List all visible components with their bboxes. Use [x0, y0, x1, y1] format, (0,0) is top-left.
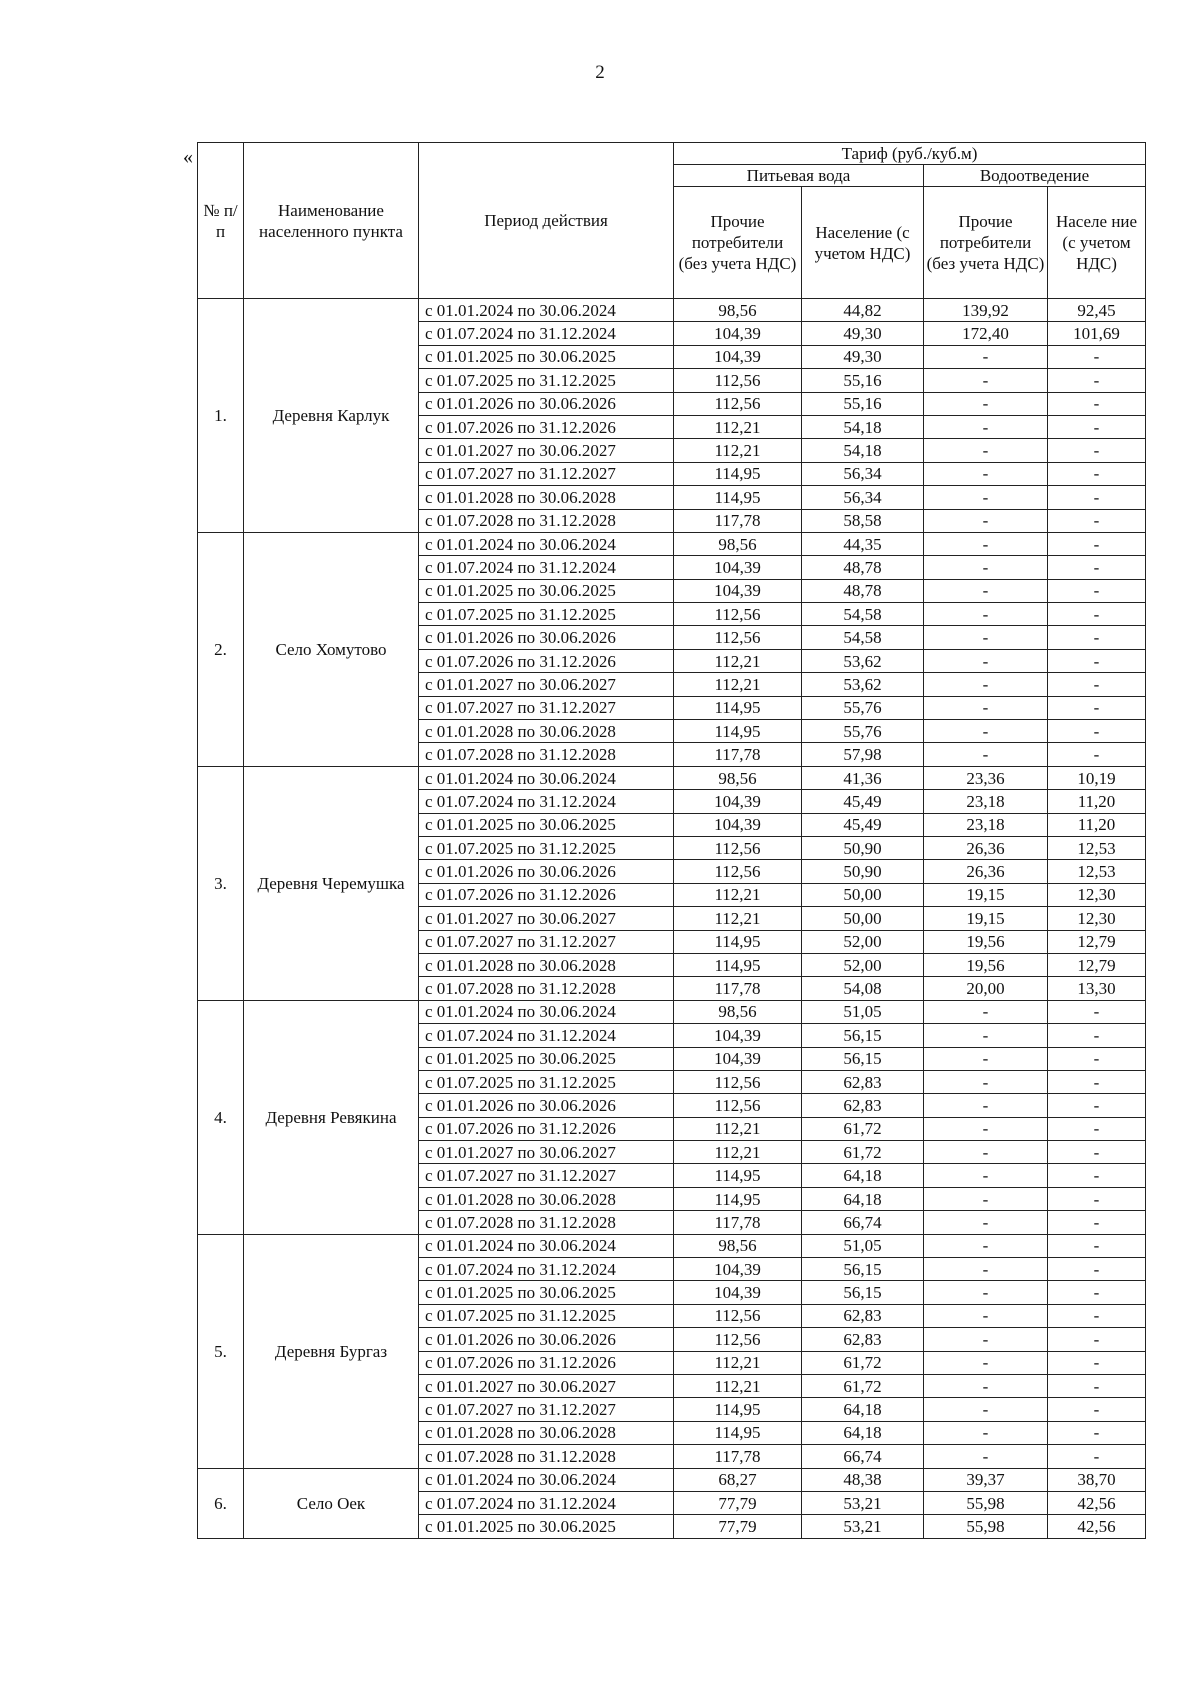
drainage-other-cell: - — [924, 579, 1048, 602]
water-population-cell: 64,18 — [802, 1421, 924, 1444]
drainage-other-cell: - — [924, 720, 1048, 743]
drainage-population-cell: - — [1048, 673, 1146, 696]
water-population-cell: 53,62 — [802, 673, 924, 696]
drainage-other-cell: - — [924, 1304, 1048, 1327]
water-other-cell: 98,56 — [674, 1234, 802, 1257]
drainage-population-cell: - — [1048, 743, 1146, 766]
period-cell: с 01.07.2024 по 31.12.2024 — [419, 556, 674, 579]
drainage-other-cell: - — [924, 1117, 1048, 1140]
water-other-cell: 98,56 — [674, 299, 802, 322]
water-population-cell: 54,58 — [802, 603, 924, 626]
water-other-cell: 112,21 — [674, 883, 802, 906]
drainage-population-cell: 12,53 — [1048, 836, 1146, 859]
water-other-cell: 112,56 — [674, 1070, 802, 1093]
drainage-other-cell: 19,15 — [924, 883, 1048, 906]
water-other-cell: 112,21 — [674, 439, 802, 462]
period-cell: с 01.07.2026 по 31.12.2026 — [419, 1351, 674, 1374]
period-cell: с 01.07.2024 по 31.12.2024 — [419, 1491, 674, 1514]
drainage-other-cell: - — [924, 369, 1048, 392]
drainage-population-cell: - — [1048, 462, 1146, 485]
drainage-other-cell: - — [924, 532, 1048, 555]
water-population-cell: 48,78 — [802, 556, 924, 579]
drainage-other-cell: 26,36 — [924, 836, 1048, 859]
water-other-cell: 104,39 — [674, 345, 802, 368]
water-population-cell: 44,82 — [802, 299, 924, 322]
settlement-number: 1. — [198, 299, 244, 533]
water-other-cell: 77,79 — [674, 1515, 802, 1538]
water-other-cell: 117,78 — [674, 509, 802, 532]
drainage-other-cell: - — [924, 1070, 1048, 1093]
water-other-cell: 112,21 — [674, 1117, 802, 1140]
drainage-population-cell: - — [1048, 1374, 1146, 1397]
water-other-cell: 104,39 — [674, 322, 802, 345]
drainage-other-cell: 55,98 — [924, 1491, 1048, 1514]
water-population-cell: 64,18 — [802, 1398, 924, 1421]
drainage-other-cell: - — [924, 743, 1048, 766]
period-cell: с 01.07.2025 по 31.12.2025 — [419, 1070, 674, 1093]
table-row — [198, 766, 1146, 789]
period-cell: с 01.07.2028 по 31.12.2028 — [419, 509, 674, 532]
water-population-cell: 50,00 — [802, 907, 924, 930]
water-other-cell: 77,79 — [674, 1491, 802, 1514]
water-other-cell: 104,39 — [674, 813, 802, 836]
settlement-number: 5. — [198, 1234, 244, 1468]
drainage-other-cell: - — [924, 1024, 1048, 1047]
water-population-cell: 62,83 — [802, 1094, 924, 1117]
drainage-other-cell: - — [924, 1211, 1048, 1234]
drainage-other-cell: - — [924, 1047, 1048, 1070]
period-cell: с 01.07.2025 по 31.12.2025 — [419, 603, 674, 626]
drainage-other-cell: - — [924, 1374, 1048, 1397]
period-cell: с 01.07.2028 по 31.12.2028 — [419, 1211, 674, 1234]
drainage-population-cell: 13,30 — [1048, 977, 1146, 1000]
drainage-population-cell: - — [1048, 392, 1146, 415]
water-population-cell: 56,15 — [802, 1281, 924, 1304]
period-cell: с 01.01.2025 по 30.06.2025 — [419, 1047, 674, 1070]
water-other-cell: 68,27 — [674, 1468, 802, 1491]
water-population-cell: 61,72 — [802, 1374, 924, 1397]
water-population-cell: 51,05 — [802, 1234, 924, 1257]
period-cell: с 01.01.2027 по 30.06.2027 — [419, 907, 674, 930]
drainage-population-cell: - — [1048, 1187, 1146, 1210]
period-cell: с 01.07.2024 по 31.12.2024 — [419, 322, 674, 345]
water-population-cell: 45,49 — [802, 790, 924, 813]
drainage-population-cell: - — [1048, 1047, 1146, 1070]
drainage-other-cell: - — [924, 556, 1048, 579]
drainage-other-cell: 19,56 — [924, 953, 1048, 976]
opening-quote: « — [183, 146, 193, 168]
drainage-population-cell: - — [1048, 626, 1146, 649]
period-cell: с 01.01.2027 по 30.06.2027 — [419, 1141, 674, 1164]
water-population-cell: 49,30 — [802, 345, 924, 368]
water-population-cell: 62,83 — [802, 1070, 924, 1093]
water-other-cell: 117,78 — [674, 977, 802, 1000]
period-cell: с 01.01.2024 по 30.06.2024 — [419, 1468, 674, 1491]
drainage-other-cell: 55,98 — [924, 1515, 1048, 1538]
drainage-population-cell: - — [1048, 1000, 1146, 1023]
water-population-cell: 61,72 — [802, 1117, 924, 1140]
drainage-population-cell: - — [1048, 1421, 1146, 1444]
period-cell: с 01.01.2025 по 30.06.2025 — [419, 579, 674, 602]
water-population-cell: 58,58 — [802, 509, 924, 532]
drainage-population-cell: - — [1048, 1234, 1146, 1257]
water-other-cell: 112,21 — [674, 649, 802, 672]
water-population-cell: 48,38 — [802, 1468, 924, 1491]
water-other-cell: 112,21 — [674, 907, 802, 930]
water-population-cell: 52,00 — [802, 953, 924, 976]
settlement-name: Село Оек — [244, 1468, 419, 1538]
table-row — [198, 299, 1146, 322]
water-population-cell: 55,16 — [802, 369, 924, 392]
water-other-cell: 112,56 — [674, 836, 802, 859]
period-cell: с 01.07.2025 по 31.12.2025 — [419, 836, 674, 859]
period-cell: с 01.07.2027 по 31.12.2027 — [419, 462, 674, 485]
period-cell: с 01.07.2026 по 31.12.2026 — [419, 1117, 674, 1140]
water-population-cell: 56,15 — [802, 1024, 924, 1047]
table-header — [198, 143, 1146, 299]
drainage-other-cell: - — [924, 1187, 1048, 1210]
water-population-cell: 52,00 — [802, 930, 924, 953]
water-other-cell: 114,95 — [674, 930, 802, 953]
period-cell: с 01.01.2026 по 30.06.2026 — [419, 1328, 674, 1351]
settlement-number: 3. — [198, 766, 244, 1000]
water-population-cell: 56,15 — [802, 1258, 924, 1281]
water-population-cell: 62,83 — [802, 1304, 924, 1327]
period-cell: с 01.01.2028 по 30.06.2028 — [419, 1421, 674, 1444]
water-population-cell: 50,90 — [802, 860, 924, 883]
drainage-population-cell: - — [1048, 1141, 1146, 1164]
period-cell: с 01.01.2028 по 30.06.2028 — [419, 953, 674, 976]
drainage-other-cell: 23,36 — [924, 766, 1048, 789]
period-cell: с 01.07.2027 по 31.12.2027 — [419, 696, 674, 719]
water-other-cell: 112,56 — [674, 603, 802, 626]
water-other-cell: 114,95 — [674, 486, 802, 509]
drainage-population-cell: - — [1048, 1304, 1146, 1327]
water-population-cell: 56,34 — [802, 486, 924, 509]
drainage-population-cell: - — [1048, 1398, 1146, 1421]
drainage-population-cell: - — [1048, 603, 1146, 626]
water-other-cell: 104,39 — [674, 790, 802, 813]
water-other-cell: 112,56 — [674, 392, 802, 415]
drainage-population-cell: - — [1048, 1211, 1146, 1234]
drainage-population-cell: - — [1048, 486, 1146, 509]
water-other-cell: 112,56 — [674, 1094, 802, 1117]
water-other-cell: 112,56 — [674, 1328, 802, 1351]
drainage-population-cell: - — [1048, 579, 1146, 602]
period-cell: с 01.07.2024 по 31.12.2024 — [419, 790, 674, 813]
drainage-other-cell: - — [924, 1421, 1048, 1444]
drainage-other-cell: - — [924, 486, 1048, 509]
period-cell: с 01.07.2027 по 31.12.2027 — [419, 1398, 674, 1421]
period-cell: с 01.01.2028 по 30.06.2028 — [419, 720, 674, 743]
water-population-cell: 62,83 — [802, 1328, 924, 1351]
period-cell: с 01.07.2028 по 31.12.2028 — [419, 977, 674, 1000]
period-cell: с 01.01.2025 по 30.06.2025 — [419, 813, 674, 836]
water-population-cell: 55,16 — [802, 392, 924, 415]
drainage-other-cell: - — [924, 1328, 1048, 1351]
water-population-cell: 56,34 — [802, 462, 924, 485]
period-cell: с 01.01.2026 по 30.06.2026 — [419, 1094, 674, 1117]
period-cell: с 01.07.2028 по 31.12.2028 — [419, 743, 674, 766]
water-population-cell: 53,21 — [802, 1515, 924, 1538]
header-period: Период действия — [419, 143, 674, 299]
water-other-cell: 104,39 — [674, 1281, 802, 1304]
period-cell: с 01.01.2026 по 30.06.2026 — [419, 626, 674, 649]
water-other-cell: 112,56 — [674, 626, 802, 649]
table-row — [198, 1000, 1146, 1023]
header-name: Наименование населенного пункта — [244, 143, 419, 299]
drainage-other-cell: - — [924, 439, 1048, 462]
drainage-population-cell: - — [1048, 1258, 1146, 1281]
water-population-cell: 44,35 — [802, 532, 924, 555]
drainage-population-cell: 11,20 — [1048, 813, 1146, 836]
header-num: № п/п — [198, 143, 244, 299]
drainage-population-cell: - — [1048, 415, 1146, 438]
tariff-table — [197, 142, 1146, 1539]
settlement-name: Деревня Ревякина — [244, 1000, 419, 1234]
water-population-cell: 51,05 — [802, 1000, 924, 1023]
drainage-other-cell: 172,40 — [924, 322, 1048, 345]
header-water-population: Население (с учетом НДС) — [802, 187, 924, 299]
period-cell: с 01.01.2024 по 30.06.2024 — [419, 1234, 674, 1257]
water-other-cell: 117,78 — [674, 1211, 802, 1234]
drainage-population-cell: 12,79 — [1048, 953, 1146, 976]
period-cell: с 01.01.2028 по 30.06.2028 — [419, 1187, 674, 1210]
drainage-population-cell: 92,45 — [1048, 299, 1146, 322]
settlement-number: 6. — [198, 1468, 244, 1538]
water-other-cell: 112,56 — [674, 369, 802, 392]
drainage-population-cell: - — [1048, 720, 1146, 743]
period-cell: с 01.07.2026 по 31.12.2026 — [419, 649, 674, 672]
drainage-population-cell: - — [1048, 369, 1146, 392]
drainage-other-cell: 20,00 — [924, 977, 1048, 1000]
header-tariff: Тариф (руб./куб.м) — [674, 143, 1146, 165]
drainage-population-cell: 42,56 — [1048, 1515, 1146, 1538]
water-other-cell: 114,95 — [674, 1164, 802, 1187]
water-other-cell: 112,56 — [674, 860, 802, 883]
water-other-cell: 114,95 — [674, 1398, 802, 1421]
drainage-other-cell: - — [924, 509, 1048, 532]
drainage-population-cell: - — [1048, 1024, 1146, 1047]
period-cell: с 01.01.2026 по 30.06.2026 — [419, 392, 674, 415]
water-population-cell: 45,49 — [802, 813, 924, 836]
drainage-other-cell: - — [924, 1351, 1048, 1374]
water-population-cell: 50,00 — [802, 883, 924, 906]
period-cell: с 01.01.2024 по 30.06.2024 — [419, 299, 674, 322]
table-row — [198, 1234, 1146, 1257]
drainage-other-cell: - — [924, 1281, 1048, 1304]
water-other-cell: 112,21 — [674, 415, 802, 438]
water-population-cell: 54,58 — [802, 626, 924, 649]
water-other-cell: 98,56 — [674, 766, 802, 789]
drainage-other-cell: - — [924, 1141, 1048, 1164]
drainage-other-cell: - — [924, 1000, 1048, 1023]
drainage-other-cell: - — [924, 1445, 1048, 1468]
drainage-other-cell: - — [924, 1234, 1048, 1257]
drainage-other-cell: - — [924, 1258, 1048, 1281]
period-cell: с 01.07.2024 по 31.12.2024 — [419, 1258, 674, 1281]
period-cell: с 01.01.2028 по 30.06.2028 — [419, 486, 674, 509]
period-cell: с 01.07.2028 по 31.12.2028 — [419, 1445, 674, 1468]
settlement-name: Деревня Карлук — [244, 299, 419, 533]
water-population-cell: 49,30 — [802, 322, 924, 345]
period-cell: с 01.07.2025 по 31.12.2025 — [419, 369, 674, 392]
drainage-other-cell: - — [924, 626, 1048, 649]
water-population-cell: 54,08 — [802, 977, 924, 1000]
table-row — [198, 532, 1146, 555]
water-other-cell: 104,39 — [674, 1024, 802, 1047]
drainage-population-cell: 101,69 — [1048, 322, 1146, 345]
drainage-population-cell: - — [1048, 509, 1146, 532]
drainage-other-cell: - — [924, 1398, 1048, 1421]
water-population-cell: 53,62 — [802, 649, 924, 672]
drainage-population-cell: - — [1048, 696, 1146, 719]
water-population-cell: 66,74 — [802, 1445, 924, 1468]
drainage-other-cell: - — [924, 673, 1048, 696]
water-other-cell: 114,95 — [674, 720, 802, 743]
drainage-other-cell: 23,18 — [924, 813, 1048, 836]
water-other-cell: 114,95 — [674, 696, 802, 719]
water-other-cell: 104,39 — [674, 1258, 802, 1281]
drainage-population-cell: - — [1048, 439, 1146, 462]
drainage-population-cell: 42,56 — [1048, 1491, 1146, 1514]
drainage-other-cell: - — [924, 345, 1048, 368]
water-other-cell: 114,95 — [674, 1421, 802, 1444]
water-other-cell: 117,78 — [674, 1445, 802, 1468]
drainage-population-cell: 10,19 — [1048, 766, 1146, 789]
period-cell: с 01.07.2026 по 31.12.2026 — [419, 415, 674, 438]
water-other-cell: 114,95 — [674, 953, 802, 976]
water-population-cell: 54,18 — [802, 415, 924, 438]
period-cell: с 01.01.2024 по 30.06.2024 — [419, 532, 674, 555]
water-population-cell: 41,36 — [802, 766, 924, 789]
period-cell: с 01.01.2027 по 30.06.2027 — [419, 1374, 674, 1397]
drainage-other-cell: - — [924, 1094, 1048, 1117]
period-cell: с 01.01.2026 по 30.06.2026 — [419, 860, 674, 883]
water-other-cell: 98,56 — [674, 1000, 802, 1023]
drainage-population-cell: - — [1048, 532, 1146, 555]
period-cell: с 01.01.2024 по 30.06.2024 — [419, 1000, 674, 1023]
drainage-population-cell: - — [1048, 345, 1146, 368]
drainage-other-cell: 26,36 — [924, 860, 1048, 883]
water-population-cell: 55,76 — [802, 696, 924, 719]
drainage-other-cell: - — [924, 603, 1048, 626]
header-drainage-other: Прочие потребители (без учета НДС) — [924, 187, 1048, 299]
water-other-cell: 112,21 — [674, 1141, 802, 1164]
water-population-cell: 57,98 — [802, 743, 924, 766]
period-cell: с 01.01.2025 по 30.06.2025 — [419, 1515, 674, 1538]
water-population-cell: 48,78 — [802, 579, 924, 602]
settlement-name: Село Хомутово — [244, 532, 419, 766]
drainage-other-cell: - — [924, 649, 1048, 672]
water-population-cell: 64,18 — [802, 1187, 924, 1210]
period-cell: с 01.01.2025 по 30.06.2025 — [419, 345, 674, 368]
period-cell: с 01.07.2026 по 31.12.2026 — [419, 883, 674, 906]
water-population-cell: 64,18 — [802, 1164, 924, 1187]
period-cell: с 01.01.2027 по 30.06.2027 — [419, 673, 674, 696]
header-drainage: Водоотведение — [924, 165, 1146, 187]
drainage-population-cell: 12,30 — [1048, 883, 1146, 906]
water-other-cell: 104,39 — [674, 556, 802, 579]
settlement-name: Деревня Черемушка — [244, 766, 419, 1000]
drainage-other-cell: - — [924, 696, 1048, 719]
period-cell: с 01.01.2025 по 30.06.2025 — [419, 1281, 674, 1304]
drainage-other-cell: - — [924, 392, 1048, 415]
drainage-population-cell: - — [1048, 1281, 1146, 1304]
drainage-population-cell: - — [1048, 1164, 1146, 1187]
drainage-other-cell: 23,18 — [924, 790, 1048, 813]
water-population-cell: 61,72 — [802, 1141, 924, 1164]
period-cell: с 01.01.2027 по 30.06.2027 — [419, 439, 674, 462]
water-other-cell: 114,95 — [674, 462, 802, 485]
drainage-population-cell: - — [1048, 1094, 1146, 1117]
settlement-number: 2. — [198, 532, 244, 766]
period-cell: с 01.07.2027 по 31.12.2027 — [419, 1164, 674, 1187]
water-population-cell: 66,74 — [802, 1211, 924, 1234]
water-other-cell: 114,95 — [674, 1187, 802, 1210]
drainage-other-cell: 19,15 — [924, 907, 1048, 930]
period-cell: с 01.01.2024 по 30.06.2024 — [419, 766, 674, 789]
water-other-cell: 112,21 — [674, 1351, 802, 1374]
table-row — [198, 1468, 1146, 1491]
drainage-other-cell: - — [924, 415, 1048, 438]
drainage-other-cell: - — [924, 462, 1048, 485]
drainage-other-cell: 39,37 — [924, 1468, 1048, 1491]
drainage-population-cell: - — [1048, 1328, 1146, 1351]
drainage-population-cell: - — [1048, 1445, 1146, 1468]
table-body — [198, 299, 1146, 1539]
drainage-population-cell: 38,70 — [1048, 1468, 1146, 1491]
period-cell: с 01.07.2025 по 31.12.2025 — [419, 1304, 674, 1327]
water-other-cell: 112,21 — [674, 1374, 802, 1397]
drainage-population-cell: 11,20 — [1048, 790, 1146, 813]
water-population-cell: 56,15 — [802, 1047, 924, 1070]
header-water-other: Прочие потребители (без учета НДС) — [674, 187, 802, 299]
drainage-population-cell: - — [1048, 1070, 1146, 1093]
drainage-population-cell: - — [1048, 556, 1146, 579]
settlement-name: Деревня Бургаз — [244, 1234, 419, 1468]
water-population-cell: 50,90 — [802, 836, 924, 859]
drainage-other-cell: - — [924, 1164, 1048, 1187]
water-other-cell: 104,39 — [674, 1047, 802, 1070]
water-population-cell: 53,21 — [802, 1491, 924, 1514]
water-population-cell: 54,18 — [802, 439, 924, 462]
header-drainage-population: Населе ние (с учетом НДС) — [1048, 187, 1146, 299]
drainage-population-cell: 12,79 — [1048, 930, 1146, 953]
drainage-population-cell: - — [1048, 1117, 1146, 1140]
drainage-population-cell: - — [1048, 649, 1146, 672]
drainage-other-cell: 139,92 — [924, 299, 1048, 322]
drainage-population-cell: - — [1048, 1351, 1146, 1374]
water-other-cell: 117,78 — [674, 743, 802, 766]
drainage-population-cell: 12,30 — [1048, 907, 1146, 930]
water-population-cell: 61,72 — [802, 1351, 924, 1374]
settlement-number: 4. — [198, 1000, 244, 1234]
page-number: 2 — [595, 62, 605, 83]
period-cell: с 01.07.2024 по 31.12.2024 — [419, 1024, 674, 1047]
header-water: Питьевая вода — [674, 165, 924, 187]
period-cell: с 01.07.2027 по 31.12.2027 — [419, 930, 674, 953]
water-other-cell: 112,56 — [674, 1304, 802, 1327]
water-other-cell: 112,21 — [674, 673, 802, 696]
drainage-population-cell: 12,53 — [1048, 860, 1146, 883]
water-other-cell: 104,39 — [674, 579, 802, 602]
water-other-cell: 98,56 — [674, 532, 802, 555]
water-population-cell: 55,76 — [802, 720, 924, 743]
drainage-other-cell: 19,56 — [924, 930, 1048, 953]
